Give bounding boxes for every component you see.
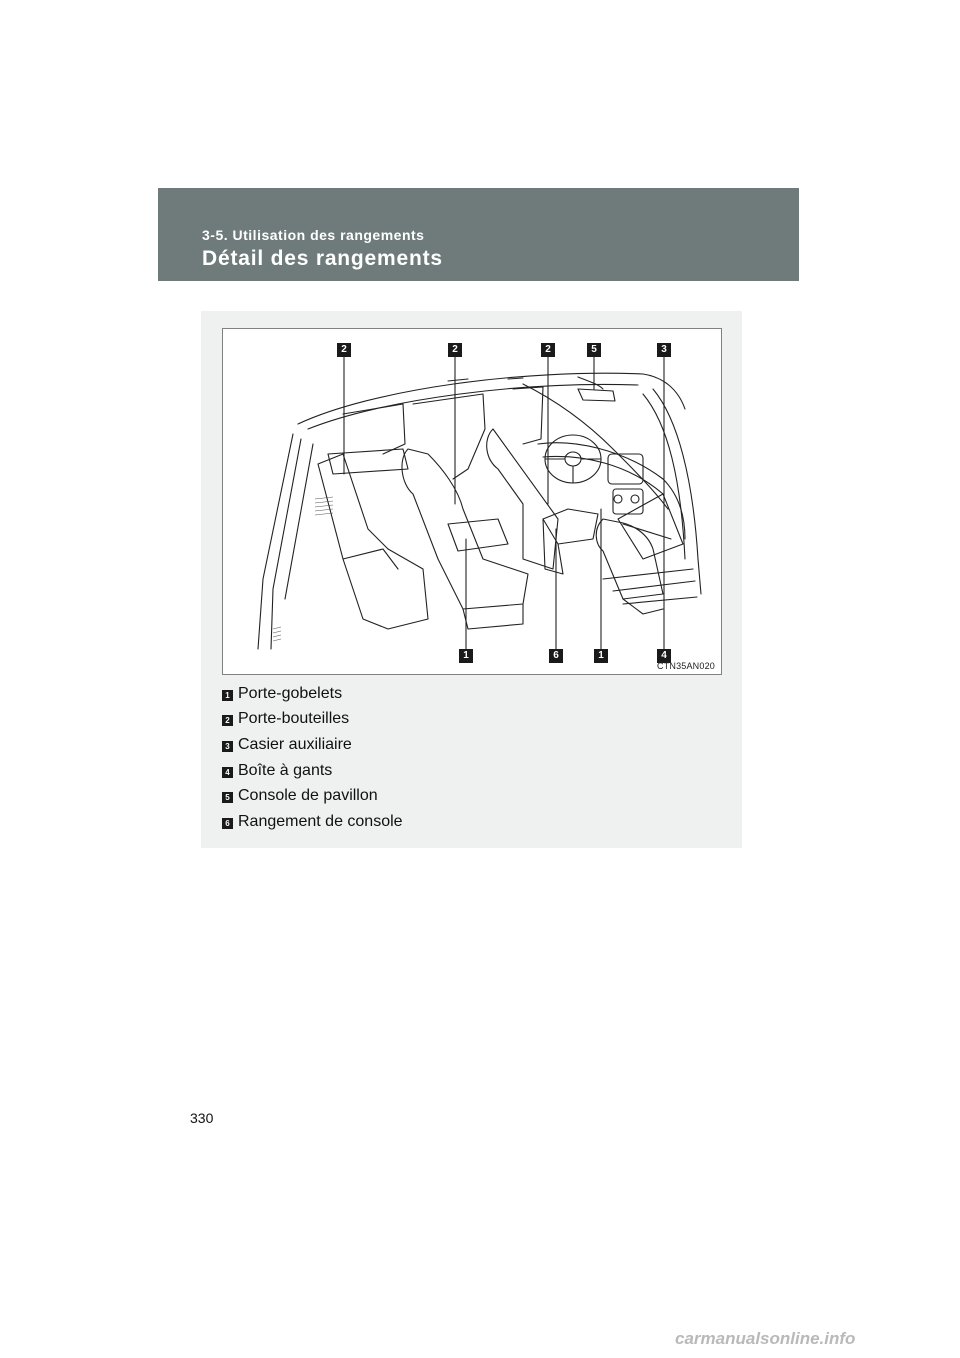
legend-label: Rangement de console (238, 812, 403, 830)
legend-label: Porte-gobelets (238, 684, 343, 702)
legend-badge: 4 (222, 767, 233, 778)
watermark-link[interactable]: carmanualsonline.info (675, 1329, 856, 1348)
page-title: Détail des rangements (202, 247, 443, 270)
callout-6: 6 (549, 649, 563, 663)
figure-code: CTN35AN020 (656, 661, 715, 671)
legend-item (222, 783, 403, 809)
legend-label: Porte-bouteilles (238, 710, 350, 728)
callout-2-b: 2 (448, 343, 462, 357)
legend-label: Console de pavillon (238, 787, 378, 805)
legend-badge: 2 (222, 715, 233, 726)
callout-4: 4 (657, 649, 671, 663)
legend (222, 681, 403, 835)
legend-badge: 5 (222, 792, 233, 803)
legend-item (222, 758, 403, 784)
legend-item (222, 732, 403, 758)
legend-label: Casier auxiliaire (238, 735, 352, 753)
legend-badge: 6 (222, 818, 233, 829)
callout-2-c: 2 (541, 343, 555, 357)
legend-badge: 1 (222, 690, 233, 701)
legend-item (222, 707, 403, 733)
header-band (158, 188, 799, 281)
callout-5: 5 (587, 343, 601, 357)
legend-item (222, 809, 403, 835)
page-number: 330 (190, 1110, 214, 1126)
legend-item (222, 681, 403, 707)
callout-1-b: 1 (594, 649, 608, 663)
callout-2-a: 2 (337, 343, 351, 357)
content-box (201, 311, 742, 848)
callout-1-a: 1 (459, 649, 473, 663)
section-label: 3-5. Utilisation des rangements (202, 227, 425, 243)
legend-label: Boîte à gants (238, 761, 333, 779)
car-interior-illustration (222, 328, 722, 675)
car-interior-drawing (223, 329, 723, 676)
callout-3: 3 (657, 343, 671, 357)
legend-badge: 3 (222, 741, 233, 752)
